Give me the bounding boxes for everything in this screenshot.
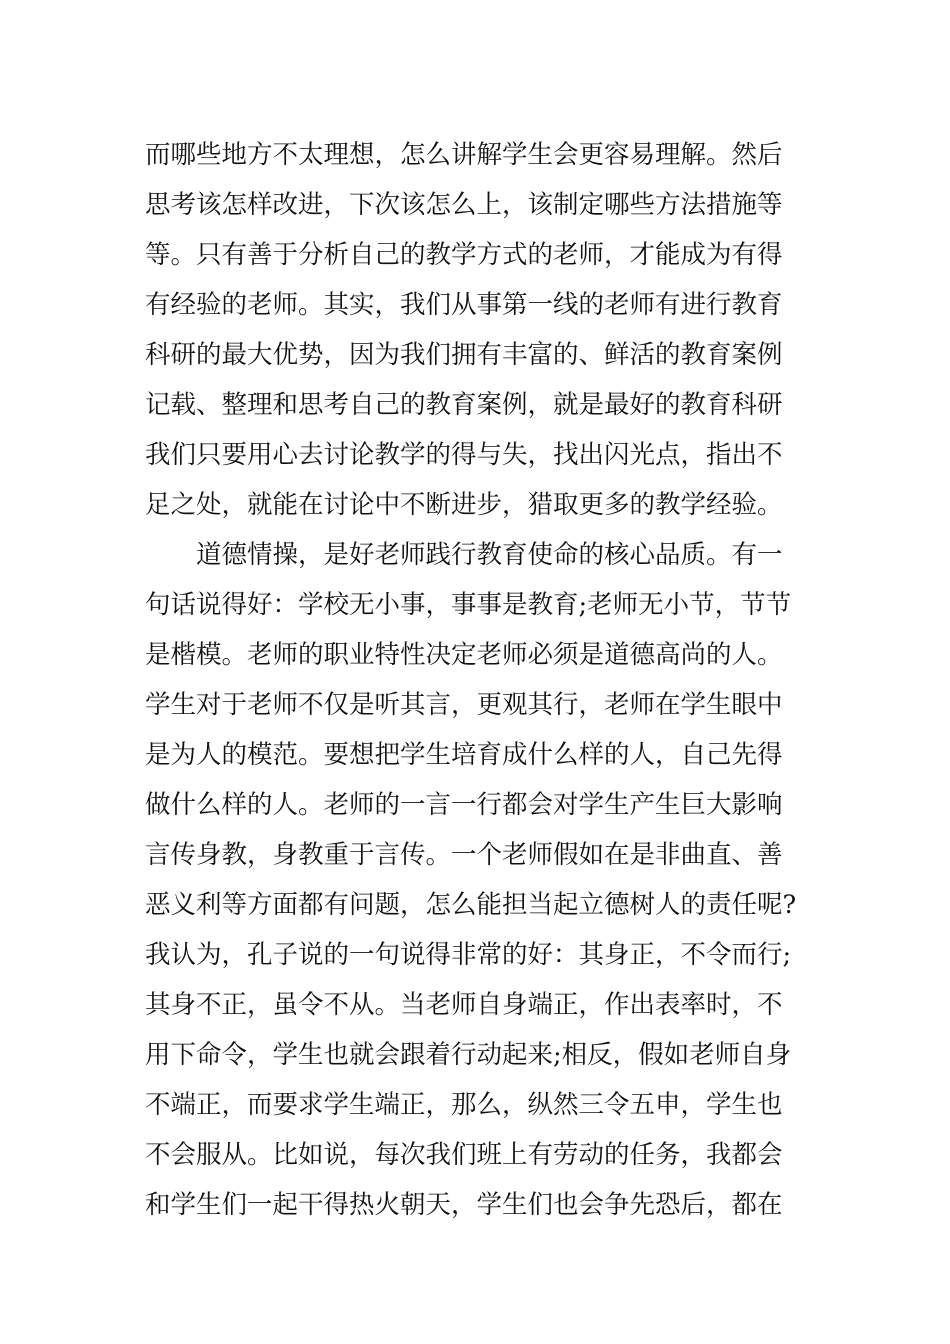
text-line: 句话说得好：学校无小事，事事是教育;老师无小节，节节 <box>145 590 792 620</box>
text-line: 用下命令，学生也就会跟着行动起来;相反，假如老师自身 <box>145 1040 792 1070</box>
text-line: 学生对于老师不仅是听其言，更观其行，老师在学生眼中 <box>145 690 783 720</box>
text-line: 足之处，就能在讨论中不断进步，猎取更多的教学经验。 <box>145 490 783 520</box>
text-line: 做什么样的人。老师的一言一行都会对学生产生巨大影响 <box>145 790 783 820</box>
text-line: 是为人的模范。要想把学生培育成什么样的人，自己先得 <box>145 740 783 770</box>
text-line: 等。只有善于分析自己的教学方式的老师，才能成为有得 <box>145 240 783 270</box>
text-line: 恶义利等方面都有问题，怎么能担当起立德树人的责任呢? <box>145 890 797 920</box>
body-text <box>145 130 815 1230</box>
text-line: 其身不正，虽令不从。当老师自身端正，作出表率时，不 <box>145 990 783 1020</box>
text-line: 不端正，而要求学生端正，那么，纵然三令五申，学生也 <box>145 1090 783 1120</box>
text-line: 不会服从。比如说，每次我们班上有劳动的任务，我都会 <box>145 1140 783 1170</box>
paragraph-start-line: 道德情操，是好老师践行教育使命的核心品质。有一 <box>145 540 783 570</box>
text-line: 有经验的老师。其实，我们从事第一线的老师有进行教育 <box>145 290 783 320</box>
text-line: 和学生们一起干得热火朝天，学生们也会争先恐后，都在 <box>145 1190 783 1220</box>
text-line: 科研的最大优势，因为我们拥有丰富的、鲜活的教育案例 <box>145 340 783 370</box>
text-line: 记载、整理和思考自己的教育案例，就是最好的教育科研 <box>145 390 783 420</box>
text-line: 我们只要用心去讨论教学的得与失，找出闪光点，指出不 <box>145 440 783 470</box>
text-line: 而哪些地方不太理想，怎么讲解学生会更容易理解。然后 <box>145 140 783 170</box>
text-line: 思考该怎样改进，下次该怎么上，该制定哪些方法措施等 <box>145 190 783 220</box>
text-line: 我认为，孔子说的一句说得非常的好：其身正，不令而行; <box>145 940 792 970</box>
text-line: 是楷模。老师的职业特性决定老师必须是道德高尚的人。 <box>145 640 783 670</box>
text-line: 言传身教，身教重于言传。一个老师假如在是非曲直、善 <box>145 840 783 870</box>
